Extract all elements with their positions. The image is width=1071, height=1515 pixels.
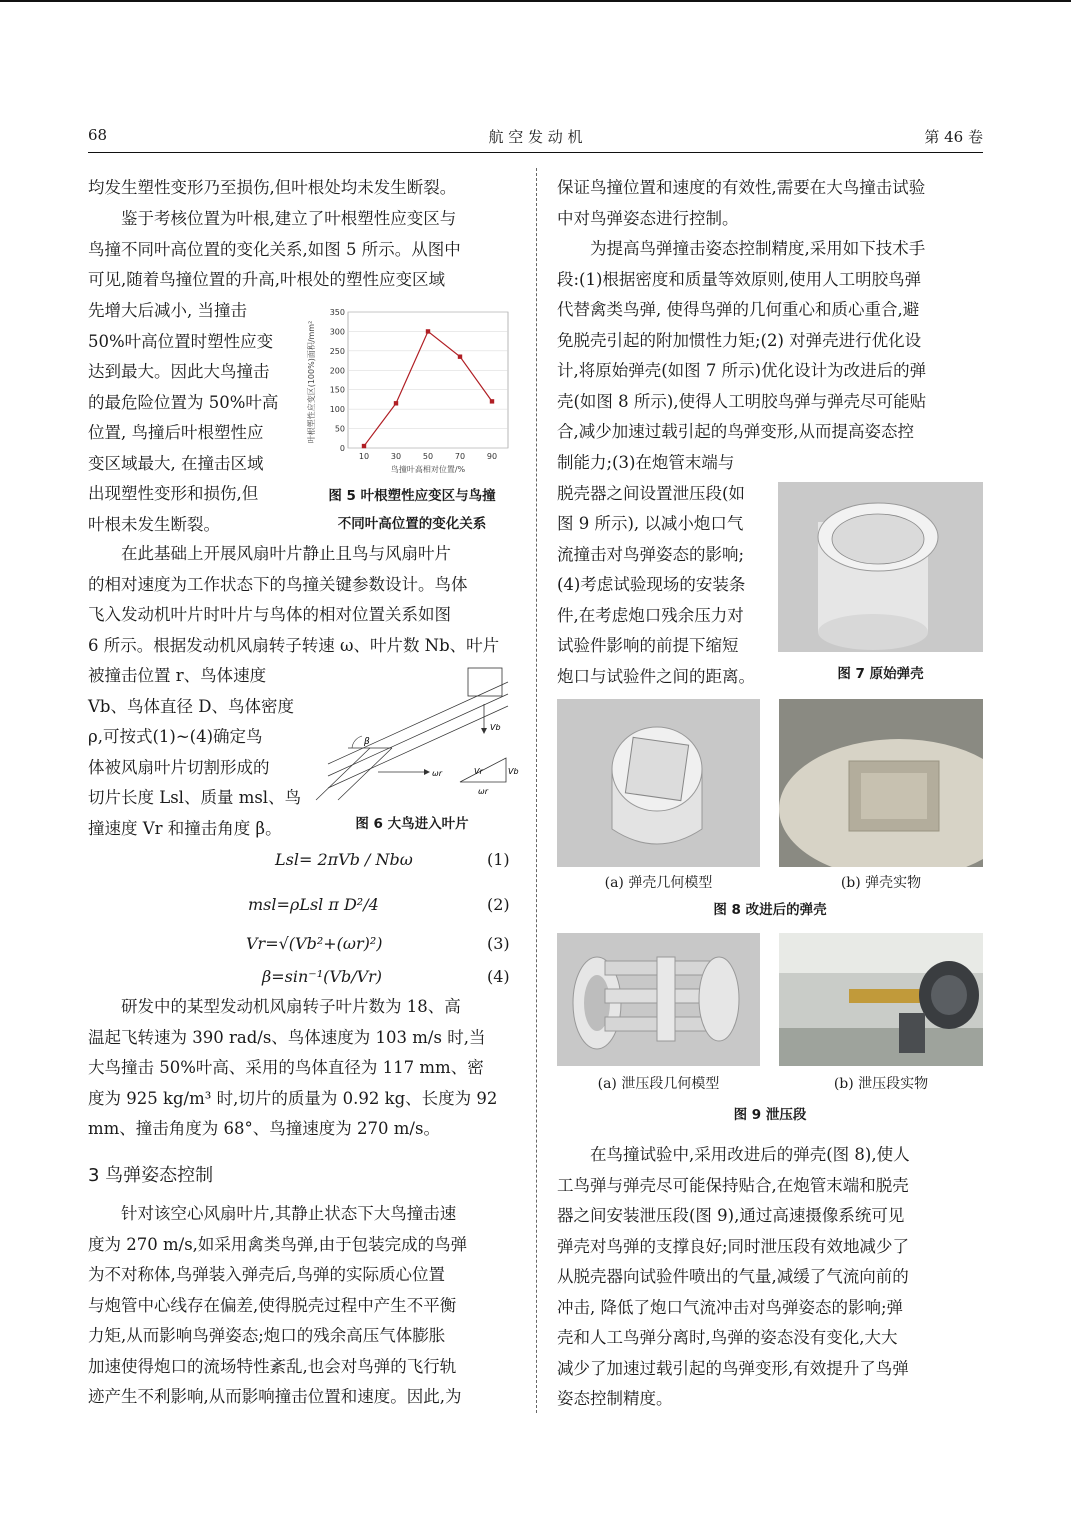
equation-3: Vr=√(Vb²+(ωr)²): [246, 934, 383, 953]
y-tick-label: 200: [329, 366, 345, 376]
fig9b-subcaption: (b) 泄压段实物: [833, 1076, 929, 1092]
x-tick-label: 50: [422, 452, 434, 461]
equation-1-number: (1): [487, 850, 510, 869]
right-para-3: 在鸟撞试验中,采用改进后的弹壳(图 8),使人 工鸟弹与弹壳尽可能保持贴合,在炮管末端和脱壳 器之间安装泄压段(图 9),通过高速摄像系统可见 弹壳对鸟弹的支撑良好;同时泄压段有效地减少了 从脱壳器向试验件喷出的气量,减缓了气流向前的 冲击, 降低了炮口气流冲击对鸟弹姿态的影响;弹 壳和人工鸟弹分离时,鸟弹的姿态没有变化,大大 减少了加速过载引起的鸟弹变形,有效提升了鸟弹 姿态控制精度。: [557, 1145, 910, 1408]
left-para-3b: 被撞击位置 r、鸟体速度 Vb、鸟体直径 D、鸟体密度 ρ,可按式(1)~(4)确定鸟 体被风扇叶片切割形成的 切片长度 Lsl、质量 msl、鸟 撞速度 Vr 和撞击角度 β。: [88, 666, 302, 838]
fig6-caption: 图 6 大鸟进入叶片: [355, 816, 469, 832]
x-tick-label: 30: [390, 452, 402, 461]
fig9b-relief-photo: [779, 933, 983, 1066]
fig8a-shell-model: [557, 699, 760, 867]
wr-label: ωr: [432, 769, 442, 778]
x-tick-label: 90: [486, 452, 498, 461]
square-cavity: [625, 737, 688, 800]
back-ring: [699, 957, 739, 1041]
fig9-caption: 图 9 泄压段: [733, 1107, 807, 1123]
fig7-caption: 图 7 原始弹壳: [837, 666, 924, 682]
vb-tri-label: Vb: [508, 767, 519, 776]
vb-label: Vb: [490, 723, 501, 732]
right-para-2b: 制能力;(3)在炮管末端与 脱壳器之间设置泄压段(如 图 9 所示), 以减小炮口气 流撞击对鸟弹姿态的影响; (4)考虑试验现场的安装条 件,在考虑炮口残余压力对 试验件影响的前提下缩短 炮口与试验件之间的距离。: [557, 453, 755, 686]
equation-1: Lsl= 2πVb / Nbω: [275, 850, 413, 869]
y-tick-label: 300: [329, 327, 345, 337]
right-para-2: 为提高鸟弹撞击姿态控制精度,采用如下技术手 段:(1)根据密度和质量等效原则,使用人工明胶鸟弹 代替禽类鸟弹, 使得鸟弹的几何重心和质心重合,避 免脱壳引起的附加惯性力矩;(2) 对弹壳进行优化设 计,将原始弹壳(如图 7 所示)优化设计为改进后的弹 壳(如图 8 所示),使得人工明胶鸟弹与弹壳尽可能贴 合,减少加速过载引起的鸟弹变形,从而提高姿态控: [557, 239, 927, 441]
y-tick-label: 150: [329, 385, 345, 395]
cylinder-bore: [832, 514, 924, 564]
wr-arrowhead: [424, 769, 430, 775]
velocity-triangle: [460, 758, 506, 782]
left-para-2: 鉴于考核位置为叶根,建立了叶根塑性应变区与 鸟撞不同叶高位置的变化关系,如图 5 所示。从图中 可见,随着鸟撞位置的升高,叶根处的塑性应变区域: [88, 209, 461, 289]
y-tick-label: 250: [329, 346, 345, 356]
blade-line-2: [328, 694, 508, 776]
fig9a-subcaption: (a) 泄压段几何模型: [597, 1076, 720, 1092]
data-point: [426, 329, 430, 333]
fig6-diagram: [308, 664, 520, 804]
x-tick-label: 70: [454, 452, 466, 461]
fig8a-subcaption: (a) 弹壳几何模型: [604, 875, 713, 891]
y-tick-label: 0: [339, 444, 345, 453]
left-para-2b: 先增大后减小, 当撞击 50%叶高位置时塑性应变 达到最大。因此大鸟撞击 的最危险位置为 50%叶高 位置, 鸟撞后叶根塑性应 变区域最大, 在撞击区域 出现塑性变形和损伤,但 叶根未发生断裂。: [88, 301, 279, 534]
column-separator: [536, 168, 537, 1413]
left-para-1: 均发生塑性变形乃至损伤,但叶根处均未发生断裂。: [88, 178, 457, 197]
left-para-5: 针对该空心风扇叶片,其静止状态下大鸟撞击速 度为 270 m/s,如采用禽类鸟弹,由于包装完成的鸟弹 为不对称体,鸟弹装入弹壳后,鸟弹的实际质心位置 与炮管中心线存在偏差,使得脱壳过程中产生不平衡 力矩,从而影响鸟弹姿态;炮口的残余高压气体膨胀 加速使得炮口的流场特性紊乱,也会对鸟弹的飞行轨 迹产生不利影响,从而影响撞击位置和速度。因此,为: [88, 1204, 468, 1406]
fig5-chart: [306, 302, 516, 480]
fig5-caption-line1: 图 5 叶根塑性应变区与鸟撞: [328, 488, 496, 504]
fig8b-subcaption: (b) 弹壳实物: [840, 875, 922, 891]
y-tick-label: 350: [329, 308, 345, 317]
y-tick-label: 50: [334, 424, 345, 434]
section-heading: 3 鸟弹姿态控制: [88, 1165, 214, 1186]
vr-label: Vr: [474, 767, 483, 776]
x-axis-label: 鸟撞叶高相对位置/%: [390, 465, 466, 474]
volume-label: 第 46 卷: [924, 128, 983, 146]
fig7-original-shell: [778, 482, 983, 652]
header-rule: [88, 152, 983, 153]
equation-4: β=sin⁻¹(Vb/Vr): [262, 967, 383, 986]
data-point: [362, 444, 366, 448]
left-para-3: 在此基础上开展风扇叶片静止且鸟与风扇叶片 的相对速度为工作状态下的鸟撞关键参数设计。鸟体 飞入发动机叶片时叶片与鸟体的相对位置关系如图 6 所示。根据发动机风扇转子转速 ω、叶片数 Nb、叶片: [88, 544, 500, 655]
beta-label: β: [364, 737, 370, 747]
equation-2: msl=ρLsl π D²/4: [248, 895, 379, 914]
right-para-1: 保证鸟撞位置和速度的有效性,需要在大鸟撞击试验 中对鸟弹姿态进行控制。: [557, 178, 926, 228]
left-para-4: 研发中的某型发动机风扇转子叶片数为 18、高 温起飞转速为 390 rad/s、鸟体速度为 103 m/s 时,当 大鸟撞击 50%叶高、采用的鸟体直径为 117 mm、密 度为 925 kg/m³ 时,切片的质量为 0.92 kg、长度为 92 mm、撞击角度为 68°、鸟撞速度为 270 m/s。: [88, 997, 498, 1138]
angle-arc: [352, 736, 362, 748]
blade-line-1: [328, 682, 508, 764]
fig8-caption: 图 8 改进后的弹壳: [713, 902, 827, 918]
fig9a-relief-model: [557, 933, 760, 1066]
x-tick-label: 10: [358, 452, 370, 461]
y-tick-label: 100: [329, 405, 345, 415]
journal-title: 航 空 发 动 机: [488, 128, 583, 146]
page-number: 68: [88, 126, 108, 144]
blade-edge-1: [316, 748, 370, 800]
vb-arrowhead: [481, 728, 487, 734]
equation-3-number: (3): [487, 934, 510, 953]
equation-2-number: (2): [487, 895, 510, 914]
data-point: [394, 401, 398, 405]
bird-box: [468, 668, 502, 696]
fig5-caption-line2: 不同叶高位置的变化关系: [337, 516, 487, 532]
fig8b-shell-photo: [779, 699, 983, 867]
series-line: [364, 331, 492, 446]
wr-tri-label: ωr: [478, 787, 488, 796]
y-axis-label: 叶根塑性应变区(100%)面积/mm²: [307, 320, 316, 444]
equation-4-number: (4): [487, 967, 510, 986]
data-point: [490, 399, 494, 403]
support-stand: [899, 1013, 925, 1053]
data-point: [458, 354, 462, 358]
top-rule: [0, 0, 1071, 2]
